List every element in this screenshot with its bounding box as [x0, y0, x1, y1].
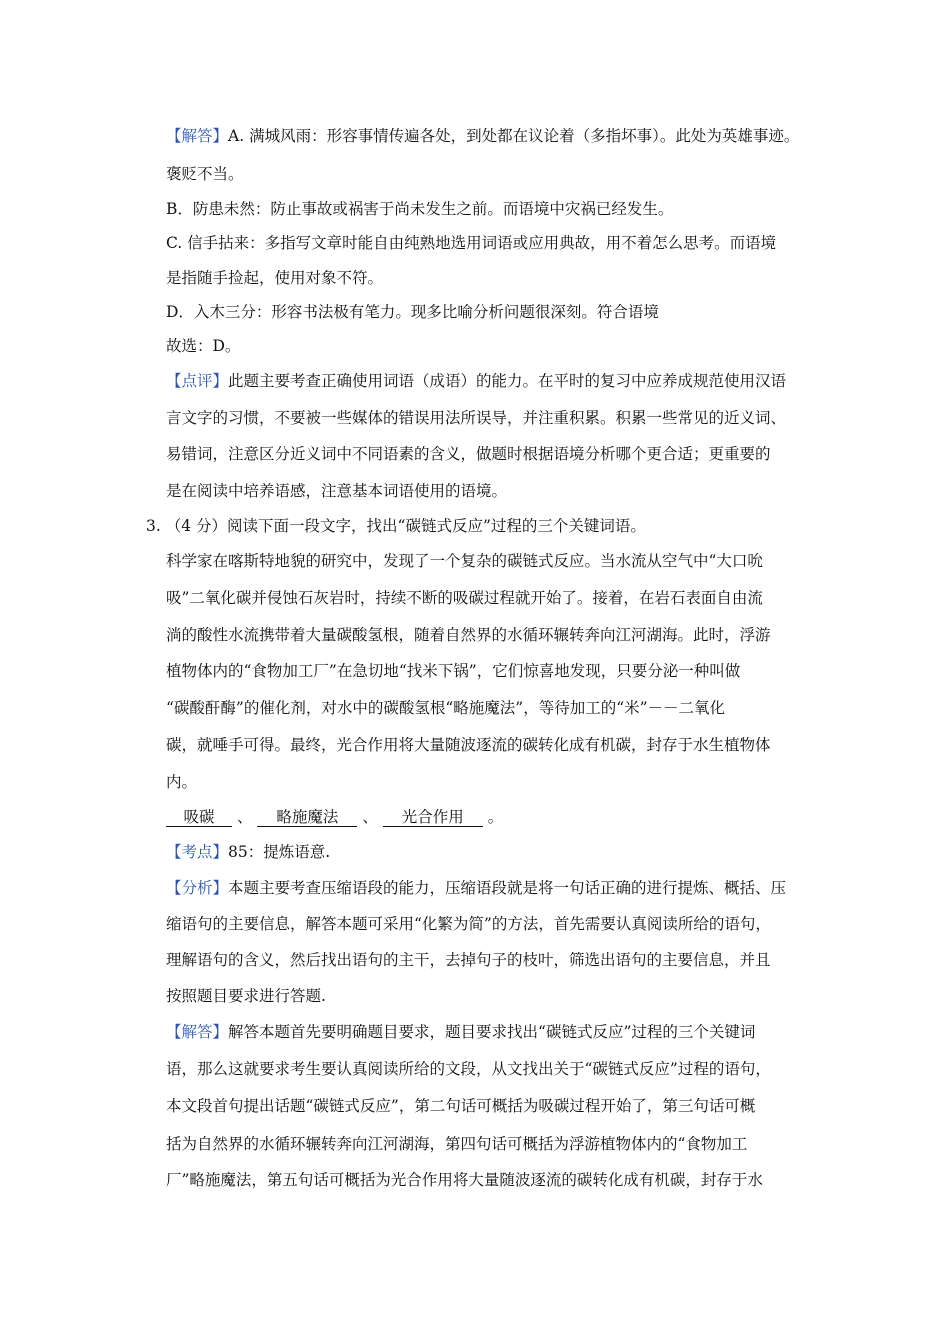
answer-blank-3: 光合作用	[383, 808, 483, 827]
analysis-line-1: 【分析】本题主要考查压缩语段的能力，压缩语段就是将一句话正确的进行提炼、概括、压	[166, 879, 787, 897]
passage-line-4: 植物体内的“食物加工厂”在急切地“找米下锅”，它们惊喜地发现，只要分泌一种叫做	[166, 662, 741, 680]
solution-tag: 【解答】	[166, 1023, 229, 1041]
question-number: 3.	[146, 517, 161, 535]
analysis-line-3: 理解语句的含义，然后找出语句的主干，去掉句子的枝叶，筛选出语句的主要信息，并且	[166, 951, 771, 969]
passage-line-6: 碳，就唾手可得。最终，光合作用将大量随波逐流的碳转化成有机碳，封存于水生植物体	[166, 736, 771, 754]
solution-line-4: 括为自然界的水循环辗转奔向江河湖海，第四句话可概括为浮游植物体内的“食物加工	[166, 1135, 748, 1153]
question-3-prompt: 3. （4 分）阅读下面一段文字，找出“碳链式反应”过程的三个关键词语。	[146, 517, 646, 535]
analysis-line-2: 缩语句的主要信息，解答本题可采用“化繁为简”的方法，首先需要认真阅读所给的语句，	[166, 915, 771, 933]
option-c-explanation-2: 是指随手捡起，使用对象不符。	[166, 269, 384, 287]
option-c-explanation-1: C. 信手拈来：多指写文章时能自由纯熟地选用词语或应用典故，用不着怎么思考。而语境	[166, 234, 777, 252]
kaodian-tag: 【考点】	[166, 843, 229, 861]
passage-line-2: 吸”二氧化碳并侵蚀石灰岩时，持续不断的吸碳过程就开始了。接着，在岩石表面自由流	[166, 589, 763, 607]
answer-blank-2: 略施魔法	[257, 808, 357, 827]
answer-tag: 【解答】	[166, 127, 229, 145]
comment-line-1: 【点评】此题主要考查正确使用词语（成语）的能力。在平时的复习中应养成规范使用汉语	[166, 372, 787, 390]
comment-line-3: 易错词，注意区分近义词中不同语素的含义，做题时根据语境分析哪个更合适；更重要的	[166, 445, 771, 463]
prev-answer-line-1: 【解答】A. 满城风雨：形容事情传遍各处，到处都在议论着（多指坏事）。此处为英雄事迹。	[166, 127, 800, 145]
passage-line-1: 科学家在喀斯特地貌的研究中，发现了一个复杂的碳链式反应。当水流从空气中“大口吮	[166, 552, 763, 570]
comment-tag: 【点评】	[166, 372, 229, 390]
solution-line-1: 【解答】解答本题首先要明确题目要求，题目要求找出“碳链式反应”过程的三个关键词	[166, 1023, 756, 1041]
solution-line-3: 本文段首句提出话题“碳链式反应”，第二句话可概括为吸碳过程开始了，第三句话可概	[166, 1097, 756, 1115]
answer-blanks: 吸碳 、 略施魔法 、 光合作用 。	[166, 807, 816, 827]
passage-line-7: 内。	[166, 773, 198, 791]
solution-line-2: 语，那么这就要求考生要认真阅读所给的文段，从文找出关于“碳链式反应”过程的语句，	[166, 1060, 771, 1078]
comment-line-2: 言文字的习惯，不要被一些媒体的错误用法所误导，并注重积累。积累一些常见的近义词、	[166, 409, 787, 427]
analysis-tag: 【分析】	[166, 879, 229, 897]
option-d-explanation: D．入木三分：形容书法极有笔力。现多比喻分析问题很深刻。符合语境	[166, 303, 659, 321]
choice-result: 故选：D。	[166, 337, 241, 355]
passage-line-3: 淌的酸性水流携带着大量碳酸氢根，随着自然界的水循环辗转奔向江河湖海。此时，浮游	[166, 626, 771, 644]
option-b-explanation: B．防患未然：防止事故或祸害于尚未发生之前。而语境中灾祸已经发生。	[166, 200, 674, 218]
passage-line-5: “碳酸酐酶”的催化剂，对水中的碳酸氢根“略施魔法”，等待加工的“米”－－二氧化	[166, 699, 726, 717]
comment-line-4: 是在阅读中培养语感，注意基本词语使用的语境。	[166, 482, 508, 500]
analysis-line-4: 按照题目要求进行答题.	[166, 987, 326, 1005]
solution-line-5: 厂”略施魔法，第五句话可概括为光合作用将大量随波逐流的碳转化成有机碳，封存于水	[166, 1171, 763, 1189]
prev-answer-line-2: 褒贬不当。	[166, 165, 244, 183]
kaodian-line: 【考点】85：提炼语意.	[166, 843, 331, 861]
answer-blank-1: 吸碳	[166, 808, 232, 827]
